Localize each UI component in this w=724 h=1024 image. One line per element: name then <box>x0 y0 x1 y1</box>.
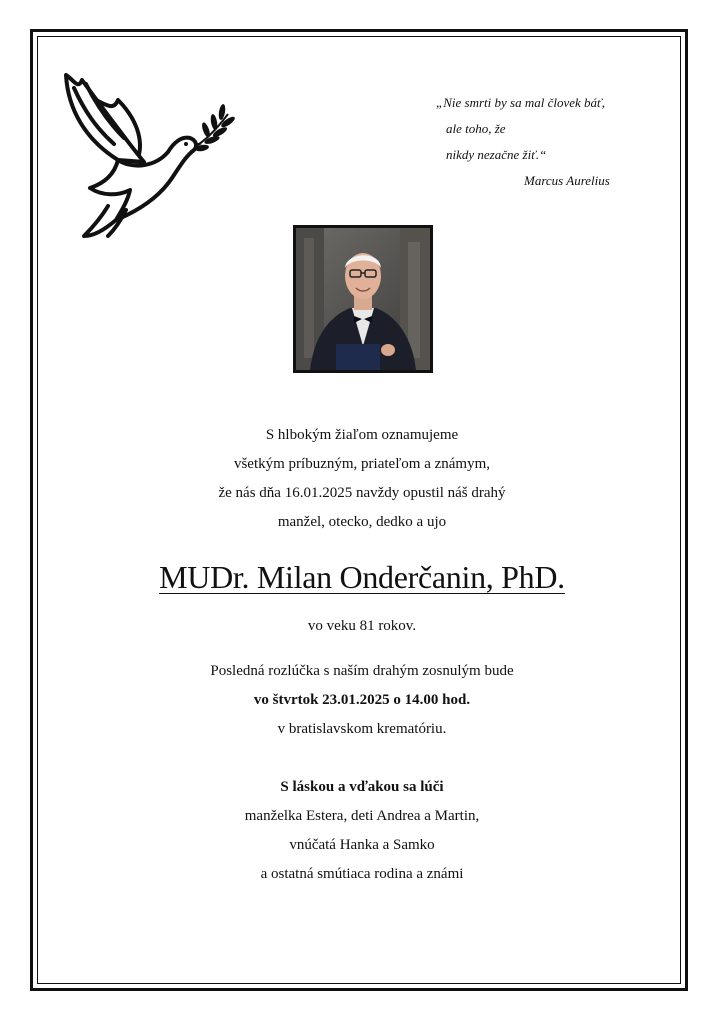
quote-block <box>436 90 666 194</box>
family-line-3: a ostatná smútiaca rodina a známi <box>260 866 464 882</box>
farewell-location: v bratislavskom krematóriu. <box>277 721 447 737</box>
farewell-date-time: vo štvrtok 23.01.2025 o 14.00 hod. <box>253 692 471 708</box>
announcement-line-4: manžel, otecko, dedko a ujo <box>277 514 447 530</box>
family-signature <box>40 773 684 889</box>
quote-line-2: ale toho, že <box>446 121 506 136</box>
announcement-text <box>40 421 684 537</box>
family-heading: S láskou a vďakou sa lúči <box>280 779 444 795</box>
farewell-details <box>40 657 684 744</box>
deceased-name: MUDr. Milan Onderčanin, PhD. <box>159 559 565 595</box>
deceased-age: vo veku 81 rokov. <box>307 618 417 634</box>
portrait-image <box>296 228 430 370</box>
announcement-line-2: všetkým príbuzným, priateľom a známym, <box>233 456 491 472</box>
announcement-line-1: S hlbokým žiaľom oznamujeme <box>265 427 459 443</box>
quote-line-3: nikdy nezačne žiť.“ <box>446 147 547 162</box>
dove-icon <box>56 70 236 240</box>
announcement-line-3: že nás dňa 16.01.2025 navždy opustil náš drahý <box>218 485 506 501</box>
farewell-line-1: Posledná rozlúčka s naším drahým zosnulým bude <box>210 663 514 679</box>
quote-author: Marcus Aurelius <box>524 173 610 188</box>
quote-line-1: „Nie smrti by sa mal človek báť, <box>436 95 606 110</box>
family-line-1: manželka Estera, deti Andrea a Martin, <box>244 808 480 824</box>
portrait-photo <box>293 225 433 373</box>
family-line-2: vnúčatá Hanka a Samko <box>289 837 435 853</box>
